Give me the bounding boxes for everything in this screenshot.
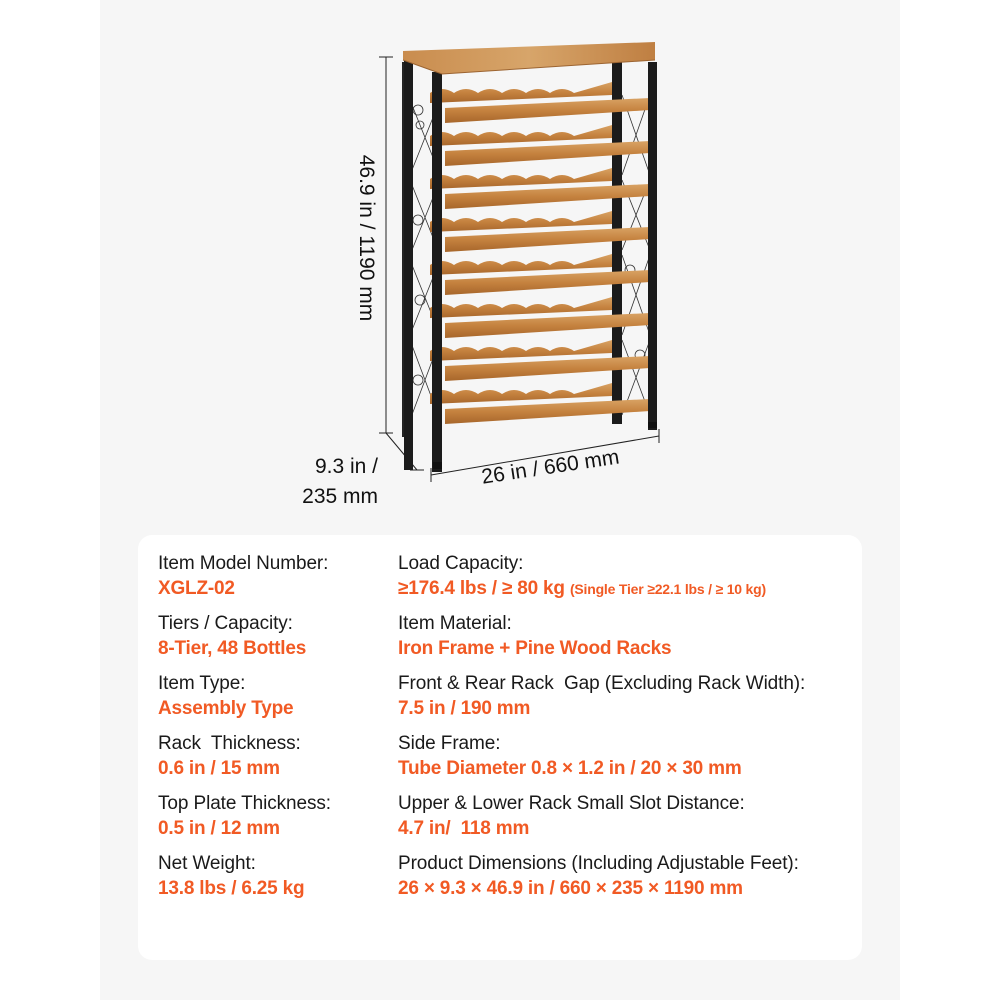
spec-net-weight xyxy=(158,851,388,911)
front-right-leg xyxy=(648,62,657,430)
spec-label: Rack Thickness: xyxy=(158,733,301,754)
spec-label: Side Frame: xyxy=(398,733,501,754)
spec-value: XGLZ-02 xyxy=(158,578,235,599)
spec-tiers-capacity xyxy=(158,611,388,671)
spec-value xyxy=(398,576,858,602)
spec-label: Item Material: xyxy=(398,613,512,634)
spec-label: Item Type: xyxy=(158,673,246,694)
depth-dimension-line1: 9.3 in / xyxy=(314,455,378,478)
front-left-leg xyxy=(404,58,413,470)
depth-dimension-line2: 235 mm xyxy=(302,485,378,508)
specs-left-column xyxy=(158,551,388,911)
spec-slot-distance xyxy=(398,791,858,851)
spec-value: 4.7 in/ 118 mm xyxy=(398,818,530,839)
spec-value: Assembly Type xyxy=(158,698,294,719)
spec-top-plate-thickness xyxy=(158,791,388,851)
spec-value-note: (Single Tier ≥22.1 lbs / ≥ 10 kg) xyxy=(569,581,766,597)
spec-label: Net Weight: xyxy=(158,853,256,874)
spec-label: Top Plate Thickness: xyxy=(158,793,331,814)
spec-item-material xyxy=(398,611,858,671)
spec-value: 0.6 in / 15 mm xyxy=(158,758,280,779)
spec-product-dimensions xyxy=(398,851,858,911)
spec-label: Tiers / Capacity: xyxy=(158,613,293,634)
width-dimension-label: 26 in / 660 mm xyxy=(480,445,621,489)
spec-label: Item Model Number: xyxy=(158,553,329,574)
spec-label: Load Capacity: xyxy=(398,553,524,574)
spec-value: 13.8 lbs / 6.25 kg xyxy=(158,878,305,899)
depth-dimension-label xyxy=(282,452,378,512)
spec-value-main: ≥176.4 lbs / ≥ 80 kg xyxy=(398,578,565,599)
spec-item-type xyxy=(158,671,388,731)
spec-side-frame xyxy=(398,731,858,791)
spec-load-capacity xyxy=(398,551,858,611)
specs-card xyxy=(138,535,862,960)
spec-rack-gap xyxy=(398,671,858,731)
spec-value: 8-Tier, 48 Bottles xyxy=(158,638,307,659)
spec-label: Front & Rear Rack Gap (Excluding Rack Width): xyxy=(398,673,806,694)
spec-rack-thickness xyxy=(158,731,388,791)
spec-label: Product Dimensions (Including Adjustable Feet): xyxy=(398,853,799,874)
spec-label: Upper & Lower Rack Small Slot Distance: xyxy=(398,793,745,814)
front-inner-leg xyxy=(432,72,442,472)
spec-value: Tube Diameter 0.8 × 1.2 in / 20 × 30 mm xyxy=(398,758,742,779)
spec-value: Iron Frame + Pine Wood Racks xyxy=(398,638,672,659)
spec-value: 26 × 9.3 × 46.9 in / 660 × 235 × 1190 mm xyxy=(398,878,743,899)
spec-model-number xyxy=(158,551,388,611)
height-dimension-label: 46.9 in / 1190 mm xyxy=(355,154,378,322)
specs-right-column xyxy=(398,551,858,911)
spec-value: 7.5 in / 190 mm xyxy=(398,698,531,719)
spec-value: 0.5 in / 12 mm xyxy=(158,818,280,839)
